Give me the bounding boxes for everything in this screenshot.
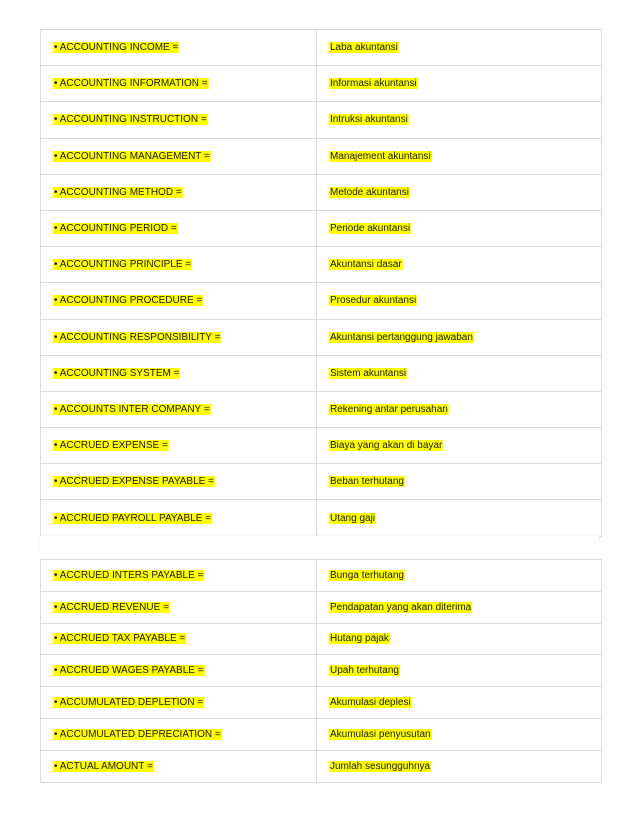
definition-text: Bunga terhutang	[330, 569, 404, 581]
table-row	[41, 464, 602, 500]
glossary-table-page-2	[40, 559, 602, 783]
term-text: • ACCOUNTING PROCEDURE =	[54, 295, 203, 307]
term-text: • ACCUMULATED DEPLETION =	[54, 697, 204, 709]
definition-cell	[317, 655, 602, 687]
table-row	[41, 750, 602, 782]
definition-cell	[317, 355, 602, 391]
page-break	[40, 536, 599, 559]
term-text: • ACCUMULATED DEPRECIATION =	[54, 728, 221, 740]
term-cell	[41, 500, 317, 536]
term-text: • ACTUAL AMOUNT =	[54, 760, 153, 772]
term-cell	[41, 718, 317, 750]
term-cell	[41, 623, 317, 655]
definition-text: Metode akuntansi	[330, 186, 409, 198]
definition-text: Prosedur akuntansi	[330, 295, 417, 307]
term-text: • ACCRUED REVENUE =	[54, 601, 169, 613]
definition-text: Informasi akuntansi	[330, 78, 417, 90]
table-row	[41, 210, 602, 246]
definition-text: Laba akuntansi	[330, 42, 398, 54]
definition-cell	[317, 283, 602, 319]
definition-cell	[317, 560, 602, 592]
term-text: • ACCOUNTING RESPONSIBILITY =	[54, 331, 221, 343]
definition-cell	[317, 247, 602, 283]
term-cell	[41, 655, 317, 687]
term-text: • ACCOUNTING MANAGEMENT =	[54, 150, 210, 162]
definition-cell	[317, 500, 602, 536]
term-text: • ACCOUNTING INFORMATION =	[54, 78, 208, 90]
term-cell	[41, 66, 317, 102]
term-cell	[41, 428, 317, 464]
table-row	[41, 623, 602, 655]
term-cell	[41, 319, 317, 355]
term-text: • ACCOUNTING PRINCIPLE =	[54, 259, 192, 271]
term-text: • ACCOUNTS INTER COMPANY =	[54, 403, 210, 415]
definition-cell	[317, 428, 602, 464]
table-row	[41, 391, 602, 427]
definition-text: Hutang pajak	[330, 633, 389, 645]
definition-cell	[317, 464, 602, 500]
definition-cell	[317, 174, 602, 210]
table-row	[41, 283, 602, 319]
table-row	[41, 174, 602, 210]
term-text: • ACCRUED WAGES PAYABLE =	[54, 665, 204, 677]
definition-text: Jumlah sesungguhnya	[330, 760, 431, 772]
definition-cell	[317, 319, 602, 355]
term-text: • ACCOUNTING INSTRUCTION =	[54, 114, 207, 126]
definition-text: Utang gaji	[330, 512, 376, 524]
definition-cell	[317, 210, 602, 246]
table-row	[41, 655, 602, 687]
definition-cell	[317, 687, 602, 719]
table-row	[41, 500, 602, 536]
term-text: • ACCOUNTING METHOD =	[54, 186, 182, 198]
term-cell	[41, 687, 317, 719]
term-cell	[41, 591, 317, 623]
term-cell	[41, 138, 317, 174]
definition-text: Akumulasi deplesi	[330, 697, 411, 709]
term-text: • ACCOUNTING INCOME =	[54, 42, 179, 54]
term-cell	[41, 355, 317, 391]
definition-cell	[317, 102, 602, 138]
term-cell	[41, 464, 317, 500]
table-row	[41, 319, 602, 355]
definition-text: Upah terhutang	[330, 665, 399, 677]
table-row	[41, 560, 602, 592]
term-cell	[41, 247, 317, 283]
definition-text: Manajement akuntansi	[330, 150, 431, 162]
term-text: • ACCOUNTING PERIOD =	[54, 223, 177, 235]
term-cell	[41, 560, 317, 592]
term-cell	[41, 750, 317, 782]
term-cell	[41, 210, 317, 246]
table-row	[41, 591, 602, 623]
definition-text: Beban terhutang	[330, 476, 404, 488]
table-row	[41, 102, 602, 138]
definition-cell	[317, 591, 602, 623]
definition-cell	[317, 718, 602, 750]
term-cell	[41, 102, 317, 138]
definition-text: Sistem akuntansi	[330, 367, 407, 379]
definition-cell	[317, 138, 602, 174]
definition-text: Akuntansi dasar	[330, 259, 402, 271]
definition-text: Intruksi akuntansi	[330, 114, 408, 126]
term-cell	[41, 283, 317, 319]
term-text: • ACCRUED INTERS PAYABLE =	[54, 569, 204, 581]
definition-cell	[317, 391, 602, 427]
table-row	[41, 66, 602, 102]
table-row	[41, 718, 602, 750]
term-text: • ACCOUNTING SYSTEM =	[54, 367, 180, 379]
definition-cell	[317, 750, 602, 782]
definition-text: Akumulasi penyusutan	[330, 728, 431, 740]
term-text: • ACCRUED PAYROLL PAYABLE =	[54, 512, 211, 524]
definition-cell	[317, 623, 602, 655]
term-cell	[41, 174, 317, 210]
term-text: • ACCRUED EXPENSE =	[54, 440, 168, 452]
definition-cell	[317, 30, 602, 66]
term-cell	[41, 391, 317, 427]
table-row	[41, 687, 602, 719]
table-row	[41, 138, 602, 174]
definition-text: Biaya yang akan di bayar	[330, 440, 443, 452]
term-text: • ACCRUED EXPENSE PAYABLE =	[54, 476, 214, 488]
table-row	[41, 355, 602, 391]
definition-text: Periode akuntansi	[330, 223, 411, 235]
glossary-table-page-1	[40, 29, 602, 537]
table-row	[41, 247, 602, 283]
table-row	[41, 30, 602, 66]
definition-cell	[317, 66, 602, 102]
term-cell	[41, 30, 317, 66]
term-text: • ACCRUED TAX PAYABLE =	[54, 633, 186, 645]
table-row	[41, 428, 602, 464]
definition-text: Rekening antar perusahan	[330, 403, 448, 415]
definition-text: Pendapatan yang akan diterima	[330, 601, 472, 613]
definition-text: Akuntansi pertanggung jawaban	[330, 331, 473, 343]
